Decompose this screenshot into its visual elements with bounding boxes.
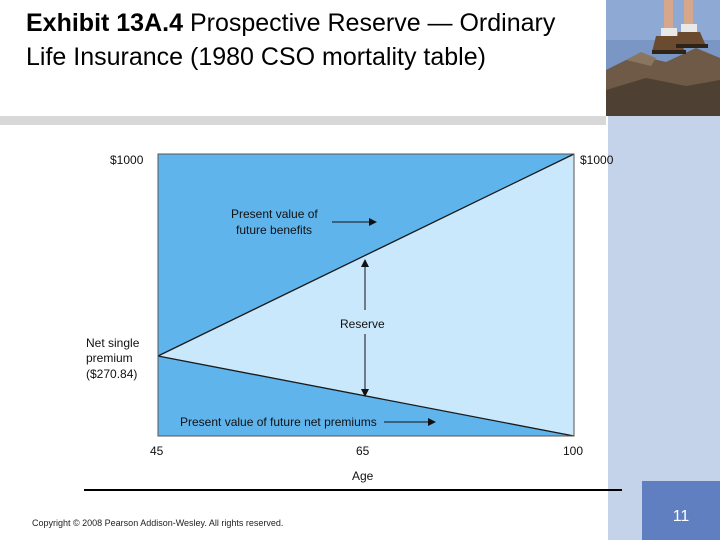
- slide-title-bold: Exhibit 13A.4: [26, 9, 183, 37]
- x-tick-45: 45: [150, 444, 164, 458]
- bottom-divider: [84, 489, 622, 491]
- x-axis-label: Age: [352, 469, 374, 483]
- nsp-label-line1: Net single: [86, 336, 140, 350]
- copyright-footer: Copyright © 2008 Pearson Addison-Wesley. All rights reserved.: [32, 518, 284, 528]
- pv-premiums-label: Present value of future net premiums: [180, 415, 377, 429]
- pv-benefits-label-line1: Present value of: [231, 207, 318, 221]
- nsp-label-line2: premium: [86, 351, 133, 365]
- x-tick-100: 100: [563, 444, 584, 458]
- y-label-top-left: $1000: [110, 153, 144, 167]
- slide-title-rest: Prospective Reserve — Ordinary Life Insurance (1980 CSO mortality table): [26, 9, 556, 71]
- y-label-top-right: $1000: [580, 153, 614, 167]
- x-tick-65: 65: [356, 444, 370, 458]
- page-number: 11: [672, 508, 690, 525]
- nsp-label-line3: ($270.84): [86, 367, 138, 381]
- reserve-label: Reserve: [340, 317, 385, 331]
- pv-benefits-label-line2: future benefits: [236, 223, 313, 237]
